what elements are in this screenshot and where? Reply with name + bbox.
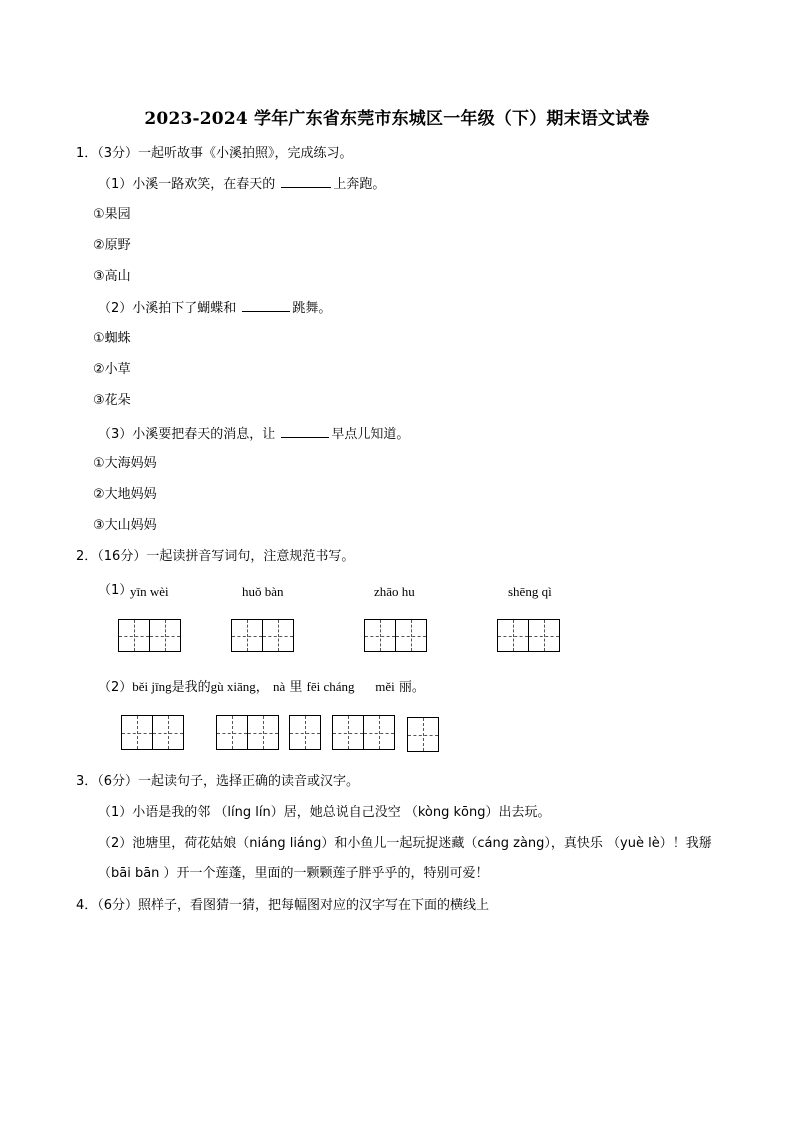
writing-cell[interactable] bbox=[289, 715, 321, 750]
question-2-header: 2．（16分）一起读拼音写词句，注意规范书写。 bbox=[76, 549, 355, 564]
answer-blank[interactable] bbox=[281, 176, 331, 188]
question-3-header: 3．（6分）一起读句子，选择正确的读音或汉字。 bbox=[76, 774, 360, 789]
writing-cell[interactable] bbox=[528, 619, 560, 652]
answer-blank[interactable] bbox=[281, 426, 329, 438]
pinyin-2: huǒ bàn bbox=[242, 584, 284, 599]
option-1-3-a[interactable]: ①大海妈妈 bbox=[93, 456, 157, 471]
pinyin-feichang: fēi cháng bbox=[306, 679, 355, 694]
writing-cell[interactable] bbox=[247, 715, 279, 750]
question-1-2-text-before: （2）小溪拍下了蝴蝶和 bbox=[98, 301, 241, 316]
pinyin-1: yīn wèi bbox=[130, 584, 169, 599]
writing-cell[interactable] bbox=[152, 715, 184, 750]
question-2-1-prefix: （1） bbox=[98, 583, 133, 598]
writing-cell[interactable] bbox=[364, 619, 396, 652]
option-1-3-c[interactable]: ③大山妈妈 bbox=[93, 518, 157, 533]
question-1-3-text-before: （3）小溪要把春天的消息，让 bbox=[98, 427, 280, 442]
writing-grid-5[interactable] bbox=[121, 715, 184, 750]
writing-grid-1[interactable] bbox=[118, 619, 181, 652]
question-2-2 bbox=[98, 679, 425, 696]
writing-cell[interactable] bbox=[121, 715, 153, 750]
option-1-1-c[interactable]: ③高山 bbox=[93, 269, 131, 284]
option-1-2-a[interactable]: ①蜘蛛 bbox=[93, 331, 131, 346]
text-segment: ， bbox=[255, 680, 269, 695]
writing-cell[interactable] bbox=[497, 619, 529, 652]
writing-cell[interactable] bbox=[216, 715, 248, 750]
writing-grid-2[interactable] bbox=[231, 619, 294, 652]
writing-cell[interactable] bbox=[231, 619, 263, 652]
pinyin-mei: měi bbox=[375, 679, 395, 694]
pinyin-na: nà bbox=[272, 679, 286, 694]
page-title: 2023-2024 学年广东省东莞市东城区一年级（下）期末语文试卷 bbox=[144, 109, 650, 129]
answer-blank[interactable] bbox=[242, 300, 290, 312]
question-1-1-text-after: 上奔跑。 bbox=[333, 177, 386, 192]
writing-cell[interactable] bbox=[363, 715, 395, 750]
pinyin-3: zhāo hu bbox=[374, 584, 415, 599]
question-1-3-text-after: 早点儿知道。 bbox=[331, 427, 410, 442]
writing-cell[interactable] bbox=[395, 619, 427, 652]
writing-cell[interactable] bbox=[407, 717, 439, 752]
text-segment: 是我的 bbox=[171, 680, 211, 695]
writing-grid-7[interactable] bbox=[289, 715, 321, 750]
question-4-header: 4．（6分）照样子，看图猜一猜，把每幅图对应的汉字写在下面的横线上 bbox=[76, 898, 490, 913]
option-1-1-b[interactable]: ②原野 bbox=[93, 238, 131, 253]
question-2-2-prefix: （2） bbox=[98, 680, 133, 695]
question-1-header: 1．（3分）一起听故事《小溪拍照》，完成练习。 bbox=[76, 146, 353, 161]
question-3-2-line-2: （bāi bān ）开一个莲蓬，里面的一颗颗莲子胖乎乎的，特别可爱！ bbox=[98, 866, 489, 881]
pinyin-beijing: běi jīng bbox=[132, 679, 172, 694]
text-segment: 里 bbox=[289, 680, 303, 695]
question-1-2 bbox=[98, 300, 331, 317]
writing-cell[interactable] bbox=[332, 715, 364, 750]
question-1-1-text-before: （1）小溪一路欢笑，在春天的 bbox=[98, 177, 280, 192]
option-1-3-b[interactable]: ②大地妈妈 bbox=[93, 487, 157, 502]
writing-cell[interactable] bbox=[118, 619, 150, 652]
option-1-1-a[interactable]: ①果园 bbox=[93, 207, 131, 222]
question-1-2-text-after: 跳舞。 bbox=[292, 301, 332, 316]
writing-grid-8[interactable] bbox=[332, 715, 395, 750]
option-1-2-c[interactable]: ③花朵 bbox=[93, 393, 131, 408]
option-1-2-b[interactable]: ②小草 bbox=[93, 362, 131, 377]
writing-grid-9[interactable] bbox=[407, 717, 439, 752]
writing-grid-4[interactable] bbox=[497, 619, 560, 652]
writing-grid-3[interactable] bbox=[364, 619, 427, 652]
question-3-1: （1）小语是我的邻 （líng lín）居，她总说自己没空 （kòng kōng）出去玩。 bbox=[98, 805, 551, 820]
question-3-2-line-1: （2）池塘里，荷花姑娘（niáng liáng）和小鱼儿一起玩捉迷藏（cáng zàng），真快乐 （yuè lè）！我掰 bbox=[98, 836, 712, 851]
writing-grid-6[interactable] bbox=[216, 715, 279, 750]
question-1-1 bbox=[98, 176, 385, 193]
pinyin-guxiang: gù xiāng bbox=[210, 679, 256, 694]
pinyin-4: shēng qì bbox=[508, 584, 552, 599]
question-1-3 bbox=[98, 426, 409, 443]
writing-cell[interactable] bbox=[149, 619, 181, 652]
text-segment: 丽。 bbox=[398, 680, 425, 695]
writing-cell[interactable] bbox=[262, 619, 294, 652]
